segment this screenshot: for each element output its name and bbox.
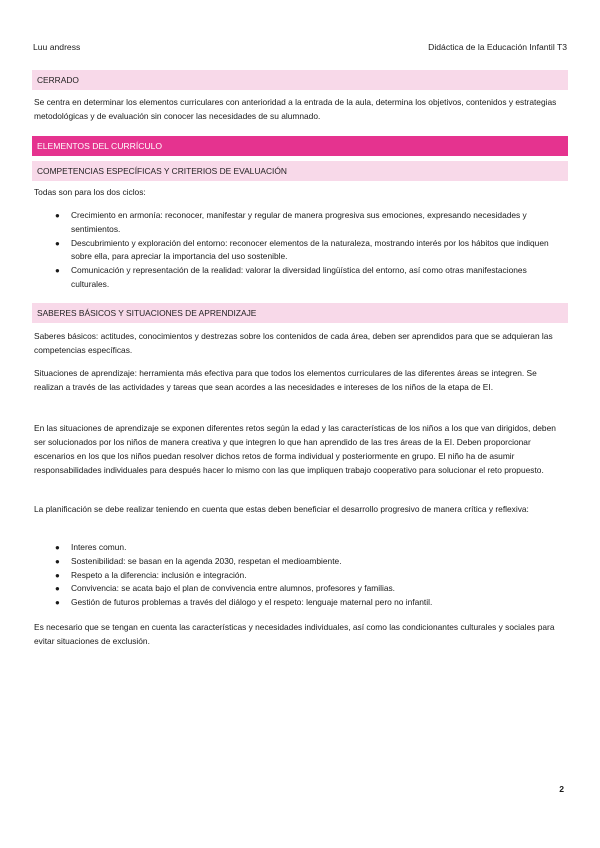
paragraph-retos: En las situaciones de aprendizaje se exponen diferentes retos según la edad y las características de los niños a los que van dirigidos, deben ser solucionados por los niños de manera creativa y que integren lo que han aprendido de las tres áreas de la EI. Deben proporcionar escenarios en los que los niños puedan resolver dichos retos de forma individual y posteriormente en grupo. El niño ha de asumir responsabilidades individuales para después hacer lo mismo con las que impliquen trabajo cooperativo para solucionar el reto propuesto. [34,423,556,475]
page-number: 2 [559,784,564,794]
header-course: Didáctica de la Educación Infantil T3 [428,42,567,52]
section-heading-elementos: ELEMENTOS DEL CURRÍCULO [32,136,568,156]
bullet-icon: ● [55,570,60,580]
list-item [34,582,564,596]
list-item [34,264,564,292]
list-item-text: Sostenibilidad: se basan en la agenda 2030, respetan el medioambiente. [71,555,342,566]
bullet-icon: ● [55,598,60,608]
bullet-icon: ● [55,266,60,276]
section-heading-saberes: SABERES BÁSICOS Y SITUACIONES DE APRENDIZAJE [32,303,568,323]
list-item [34,541,564,555]
paragraph-closing: Es necesario que se tengan en cuenta las características y necesidades individuales, así como las condicionantes culturales y sociales para evitar situaciones de exclusión. [34,622,555,646]
paragraph-situaciones: Situaciones de aprendizaje: herramienta más efectiva para que todos los elementos curriculares de las diferentes áreas se integren. Se realizan a través de las actividades y tareas que sean acordes a las necesidades e intereses de los niños de la etapa de EI. [34,368,537,392]
planificacion-list [34,541,564,610]
bullet-icon: ● [55,238,60,248]
section-heading-competencias: COMPETENCIAS ESPECÍFICAS Y CRITERIOS DE EVALUACIÓN [32,161,568,181]
list-item-text: Convivencia: se acata bajo el plan de convivencia entre alumnos, profesores y familias. [71,583,396,594]
list-item-text: Crecimiento en armonía: reconocer, manifestar y regular de manera progresiva sus emociones, expresando necesidades y sentimientos. [71,210,527,234]
list-item [34,569,564,583]
list-item-text: Comunicación y representación de la realidad: valorar la diversidad lingüística del entorno, así como otras manifestaciones culturales. [71,265,527,289]
bullet-icon: ● [55,556,60,566]
paragraph-planificacion: La planificación se debe realizar teniendo en cuenta que estas deben beneficiar el desarrollo progresivo de manera crítica y reflexiva: [34,504,529,514]
paragraph-cerrado: Se centra en determinar los elementos curriculares con anterioridad a la entrada de la aula, determina los objetivos, contenidos y estrategias metodológicas y de evaluación sin conocer las necesidades de su alumnado. [34,97,557,121]
competencias-list [34,209,564,292]
list-item [34,209,564,237]
list-item-text: Gestión de futuros problemas a través del diálogo y el respeto: lenguaje maternal pero no infantil. [71,597,433,608]
list-item-text: Interes comun. [71,542,127,552]
list-item-text: Descubrimiento y exploración del entorno: reconocer elementos de la naturaleza, mostrando interés por los hábitos que indiquen sobre ella, para apreciar la importancia del uso sostenible. [71,237,549,262]
paragraph-competencias-intro: Todas son para los dos ciclos: [34,187,146,197]
bullet-icon: ● [55,211,60,220]
section-heading-cerrado: CERRADO [32,70,568,90]
paragraph-saberes-basicos: Saberes básicos: actitudes, conocimientos y destrezas sobre los contenidos de cada área, deben ser aprendidos para que se adquieran las competencias específicas. [34,331,553,355]
list-item [34,555,564,569]
list-item [34,596,564,610]
bullet-icon: ● [55,543,60,552]
header-author: Luu andress [33,42,81,52]
list-item-text: Respeto a la diferencia: inclusión e integración. [71,569,247,580]
list-item [34,237,564,265]
bullet-icon: ● [55,584,60,594]
